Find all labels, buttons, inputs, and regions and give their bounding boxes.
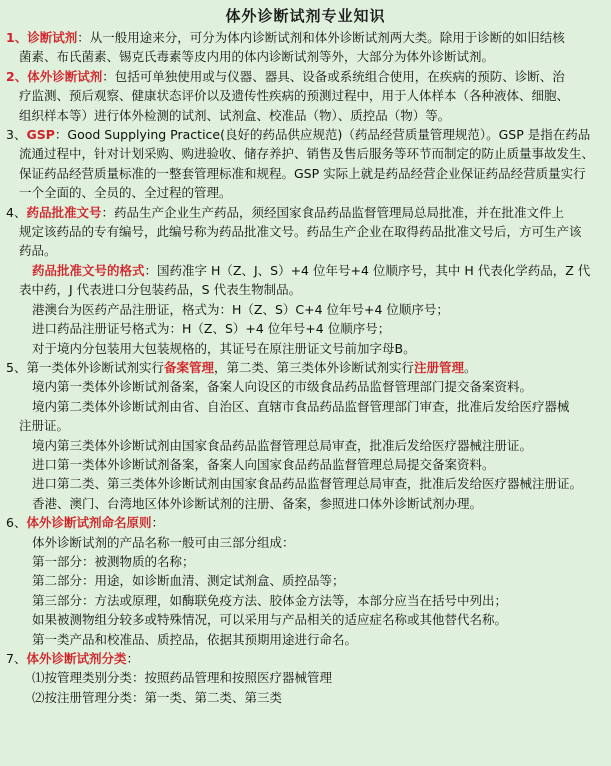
body-text: 对于境内分包装用大包装规格的，其证号在原注册证文号前加字母B。 — [32, 340, 416, 356]
document-line — [6, 688, 605, 707]
body-text: 第一类产品和校准品、质控品，依据其预期用途进行命名。 — [32, 631, 358, 647]
highlighted-term: 诊断试剂 — [27, 30, 78, 45]
document-line — [6, 28, 605, 47]
body-text: 6、 — [6, 515, 27, 531]
body-text: 。 — [464, 359, 477, 375]
highlighted-term: 体外诊断试剂 — [27, 68, 103, 84]
body-text: 规定该药品的专有编号，此编号称为药品批准文号。药品生产企业在取得药品批准文号后，方可生产该 — [19, 224, 582, 240]
document-line — [6, 319, 605, 338]
highlighted-term: 体外诊断试剂命名原则 — [26, 515, 152, 531]
document-line — [6, 164, 605, 183]
document-line — [6, 67, 605, 86]
document-line — [6, 106, 605, 125]
body-text: 境内第三类体外诊断试剂由国家食品药品监督管理总局审查，批准后发给医疗器械注册证。 — [32, 437, 533, 453]
document-line — [6, 261, 605, 280]
body-text: 菌素、布氏菌素、锡克氏毒素等皮内用的体内诊断试剂等外，大部分为体外诊断试剂。 — [19, 49, 495, 65]
document-line — [6, 358, 605, 377]
document-line — [6, 436, 605, 455]
body-text: 组织样本等）进行体外检测的试剂、试剂盒、校准品（物）、质控品（物）等。 — [19, 107, 451, 123]
body-text: 境内第一类体外诊断试剂备案，备案人向设区的市级食品药品监督管理部门提交备案资料。 — [32, 379, 533, 395]
body-text: ，第二类、第三类体外诊断试剂实行 — [213, 359, 414, 375]
body-text: 进口第一类体外诊断试剂备案，备案人向国家食品药品监督管理总局提交备案资料。 — [32, 456, 495, 472]
body-text: 4、 — [6, 204, 27, 220]
document-line — [6, 668, 605, 687]
document-line — [6, 533, 605, 552]
body-text: 进口第二类、第三类体外诊断试剂由国家食品药品监督管理总局审查，批准后发给医疗器械注册证。 — [32, 476, 583, 492]
document-line — [6, 47, 605, 66]
body-text: 境内第二类体外诊断试剂由省、自治区、直辖市食品药品监督管理部门审查，批准后发给医疗器械 — [32, 398, 570, 414]
body-text: 5、第一类体外诊断试剂实行 — [6, 359, 164, 375]
highlighted-term: 2、 — [6, 68, 28, 84]
body-text: ：Good Supplying Practice(良好的药品供应规范)（药品经营质量管理规范）。GSP 是指在药品 — [54, 127, 591, 143]
document-line — [6, 552, 605, 571]
body-text: 第二部分：用途，如诊断血清、测定试剂盒、质控品等； — [32, 573, 345, 589]
body-text: 如果被测物组分较多或特殊情况，可以采用与产品相关的适应症名称或其他替代名称。 — [32, 612, 508, 628]
highlighted-term: 体外诊断试剂分类 — [26, 651, 127, 666]
document-line — [6, 610, 605, 629]
document-line — [6, 203, 605, 222]
document-line — [6, 513, 605, 532]
body-text: 保证药品经营质量标准的一整套管理标准和规程。GSP 实际上就是药品经营企业保证药品经营质量实行 — [19, 165, 586, 181]
document-line — [6, 280, 605, 299]
highlighted-term: 备案管理 — [163, 359, 214, 375]
body-text: 体外诊断试剂的产品名称一般可由三部分组成： — [32, 534, 295, 550]
document-line — [6, 630, 605, 649]
page-title: 体外诊断试剂专业知识 — [225, 7, 386, 25]
highlighted-term: GSP — [26, 127, 55, 143]
body-text: 第一部分：被测物质的名称； — [32, 553, 195, 569]
document-line — [6, 241, 605, 260]
document-line — [6, 416, 605, 435]
document-line — [6, 397, 605, 416]
body-text: 香港、澳门、台湾地区体外诊断试剂的注册、备案，参照进口体外诊断试剂办理。 — [32, 495, 483, 511]
body-text: ： — [151, 515, 164, 531]
document-line — [6, 125, 605, 144]
body-text: 疗监测、预后观察、健康状态评价以及遗传性疾病的预测过程中，用于人体样本（各种液体、细胞、 — [19, 88, 570, 104]
body-text: 港澳台为医药产品注册证，格式为：H（Z、S）C+4 位年号+4 位顺序号； — [32, 301, 449, 317]
body-text: ： — [126, 651, 139, 666]
document-line — [6, 377, 605, 396]
document-line — [6, 86, 605, 105]
body-text: 第三部分：方法或原理，如酶联免疫方法、胶体金方法等，本部分应当在括号中列出； — [32, 592, 508, 608]
document-line — [6, 455, 605, 474]
body-text: 一个全面的、全员的、全过程的管理。 — [19, 185, 232, 201]
body-text: 7、 — [6, 651, 27, 666]
document-line — [6, 222, 605, 241]
body-text: ：药品生产企业生产药品，须经国家食品药品监督管理局总局批准，并在批准文件上 — [101, 204, 564, 220]
body-text: ：包括可单独使用或与仪器、器具、设备或系统组合使用，在疾病的预防、诊断、治 — [102, 68, 565, 84]
body-text: 3、 — [6, 127, 27, 143]
highlighted-term: 注册管理 — [414, 359, 465, 375]
highlighted-term: 药品批准文号 — [26, 204, 102, 220]
document-line — [6, 571, 605, 590]
highlighted-term: 1、 — [6, 30, 28, 45]
body-text: 表中药，J 代表进口分包装药品，S 代表生物制品。 — [19, 282, 302, 298]
highlighted-term: 药品批准文号的格式 — [32, 262, 145, 278]
body-text: 进口药品注册证号格式为：H（Z、S）+4 位年号+4 位顺序号； — [32, 321, 391, 337]
document-line — [6, 144, 605, 163]
document-line — [6, 300, 605, 319]
body-text: 药品。 — [19, 243, 57, 259]
document-line — [6, 591, 605, 610]
document-line — [6, 494, 605, 513]
document-line — [6, 649, 605, 668]
body-text: 注册证。 — [19, 418, 70, 434]
body-text: 流通过程中，针对计划采购、购进验收、储存养护、销售及售后服务等环节而制定的防止质量事故发生、 — [19, 146, 595, 162]
body-text: ：从一般用途来分，可分为体内诊断试剂和体外诊断试剂两大类。除用于诊断的如旧结核 — [77, 30, 565, 45]
body-text: ：国药准字 H（Z、J、S）+4 位年号+4 位顺序号，其中 H 代表化学药品，Z 代 — [144, 262, 591, 278]
document-line — [6, 474, 605, 493]
document-line — [6, 339, 605, 358]
document-body — [6, 28, 605, 707]
document-line — [6, 183, 605, 202]
body-text: ⑵按注册管理分类：第一类、第二类、第三类 — [32, 689, 283, 705]
body-text: ⑴按管理类别分类：按照药品管理和按照医疗器械管理 — [32, 670, 333, 686]
